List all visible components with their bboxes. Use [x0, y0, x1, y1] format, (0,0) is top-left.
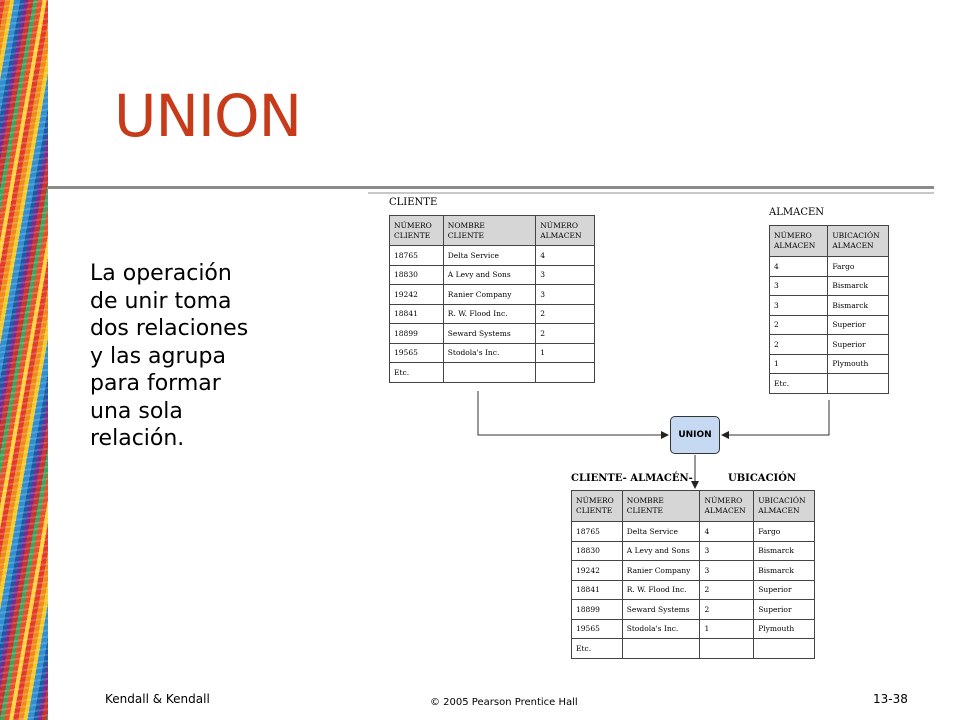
- column-header: UBICACIÓN ALMACEN: [754, 491, 815, 522]
- table-row: [770, 374, 889, 394]
- almacen-table: [769, 225, 889, 394]
- table-cell: Fargo: [754, 522, 815, 542]
- body-line: y las agrupa: [90, 343, 226, 369]
- body-line: relación.: [90, 426, 185, 451]
- body-line: para formar: [90, 371, 221, 396]
- table-row: [390, 246, 595, 266]
- table-cell: Bismarck: [828, 276, 889, 296]
- table-row: [572, 619, 815, 639]
- table-cell: 18841: [390, 304, 444, 324]
- table-row: [770, 257, 889, 277]
- table-cell: Etc.: [770, 374, 828, 394]
- column-header: NÚMERO CLIENTE: [390, 216, 444, 246]
- table-cell: R. W. Flood Inc.: [622, 580, 700, 600]
- table-row: [572, 600, 815, 620]
- table-cell: 19242: [572, 561, 623, 581]
- slide-title: UNION: [114, 82, 301, 150]
- table-cell: Bismarck: [828, 296, 889, 316]
- table-cell: [700, 639, 754, 659]
- table-cell: Superior: [754, 580, 815, 600]
- table-cell: Delta Service: [443, 246, 535, 266]
- table-cell: 18765: [572, 522, 623, 542]
- table-cell: 2: [700, 580, 754, 600]
- table-cell: Seward Systems: [443, 324, 535, 344]
- table-row: [572, 522, 815, 542]
- table-cell: [754, 639, 815, 659]
- table-cell: 4: [536, 246, 595, 266]
- table-cell: 2: [700, 600, 754, 620]
- result-table: [571, 490, 815, 659]
- table-cell: [622, 639, 700, 659]
- footer-slide-number: 13-38: [873, 692, 908, 706]
- table-row: [770, 315, 889, 335]
- table-row: [572, 580, 815, 600]
- table-cell: 2: [770, 315, 828, 335]
- table-cell: A Levy and Sons: [622, 541, 700, 561]
- table-row: [390, 343, 595, 363]
- table-cell: 18899: [572, 600, 623, 620]
- table-cell: Fargo: [828, 257, 889, 277]
- table-cell: Superior: [828, 315, 889, 335]
- footer-copyright: © 2005 Pearson Prentice Hall: [430, 697, 578, 708]
- table-row: [770, 276, 889, 296]
- table-cell: 3: [700, 561, 754, 581]
- table-cell: Ranier Company: [622, 561, 700, 581]
- table-row: [572, 639, 815, 659]
- table-cell: 19565: [572, 619, 623, 639]
- table-cell: 1: [700, 619, 754, 639]
- table-cell: Plymouth: [754, 619, 815, 639]
- table-cell: R. W. Flood Inc.: [443, 304, 535, 324]
- table-cell: 18765: [390, 246, 444, 266]
- table-cell: 1: [770, 354, 828, 374]
- table-cell: [828, 374, 889, 394]
- table-cell: 3: [770, 296, 828, 316]
- column-header: NÚMERO ALMACEN: [770, 226, 828, 257]
- table-cell: 2: [536, 304, 595, 324]
- body-line: de unir toma: [90, 288, 232, 314]
- table-row: [572, 541, 815, 561]
- table-cell: 3: [700, 541, 754, 561]
- result-table-label-right: UBICACIÓN: [728, 473, 797, 484]
- table-cell: Delta Service: [622, 522, 700, 542]
- table-cell: 2: [770, 335, 828, 355]
- table-cell: Plymouth: [828, 354, 889, 374]
- table-row: [390, 304, 595, 324]
- table-cell: [443, 363, 535, 383]
- table-cell: 18830: [390, 265, 444, 285]
- body-line: dos relaciones: [90, 316, 249, 341]
- table-cell: Stodola's Inc.: [622, 619, 700, 639]
- table-cell: 4: [700, 522, 754, 542]
- cliente-table: [389, 215, 595, 383]
- table-row: [770, 354, 889, 374]
- table-cell: [536, 363, 595, 383]
- almacen-table-label: ALMACEN: [769, 207, 825, 218]
- body-line: una sola: [90, 398, 183, 424]
- table-cell: A Levy and Sons: [443, 265, 535, 285]
- table-cell: Seward Systems: [622, 600, 700, 620]
- table-cell: Etc.: [572, 639, 623, 659]
- table-cell: 3: [536, 265, 595, 285]
- union-operation-box: UNION: [670, 416, 720, 454]
- table-cell: Bismarck: [754, 561, 815, 581]
- table-row: [770, 335, 889, 355]
- result-table-label-left: CLIENTE- ALMACÉN-: [571, 473, 693, 484]
- arrow-from-almacen: [722, 400, 829, 435]
- column-header: NÚMERO ALMACEN: [536, 216, 595, 246]
- table-cell: 4: [770, 257, 828, 277]
- table-cell: Superior: [828, 335, 889, 355]
- table-row: [770, 296, 889, 316]
- column-header: NÚMERO ALMACEN: [700, 491, 754, 522]
- column-header: NÚMERO CLIENTE: [572, 491, 623, 522]
- table-cell: 19565: [390, 343, 444, 363]
- arrow-from-cliente: [478, 391, 668, 435]
- table-cell: Superior: [754, 600, 815, 620]
- table-cell: 1: [536, 343, 595, 363]
- table-cell: 18830: [572, 541, 623, 561]
- table-row: [390, 363, 595, 383]
- table-row: [390, 324, 595, 344]
- footer-author: Kendall & Kendall: [105, 692, 210, 706]
- table-cell: 3: [770, 276, 828, 296]
- table-row: [390, 285, 595, 305]
- table-cell: Bismarck: [754, 541, 815, 561]
- column-header: UBICACIÓN ALMACEN: [828, 226, 889, 257]
- body-line: La operación: [90, 261, 232, 286]
- table-cell: Ranier Company: [443, 285, 535, 305]
- table-cell: 18841: [572, 580, 623, 600]
- column-header: NOMBRE CLIENTE: [443, 216, 535, 246]
- table-cell: Stodola's Inc.: [443, 343, 535, 363]
- table-row: [572, 561, 815, 581]
- table-cell: 18899: [390, 324, 444, 344]
- table-cell: 3: [536, 285, 595, 305]
- column-header: NOMBRE CLIENTE: [622, 491, 700, 522]
- table-cell: Etc.: [390, 363, 444, 383]
- table-row: [390, 265, 595, 285]
- cliente-table-label: CLIENTE: [389, 197, 438, 208]
- table-cell: 2: [536, 324, 595, 344]
- table-cell: 19242: [390, 285, 444, 305]
